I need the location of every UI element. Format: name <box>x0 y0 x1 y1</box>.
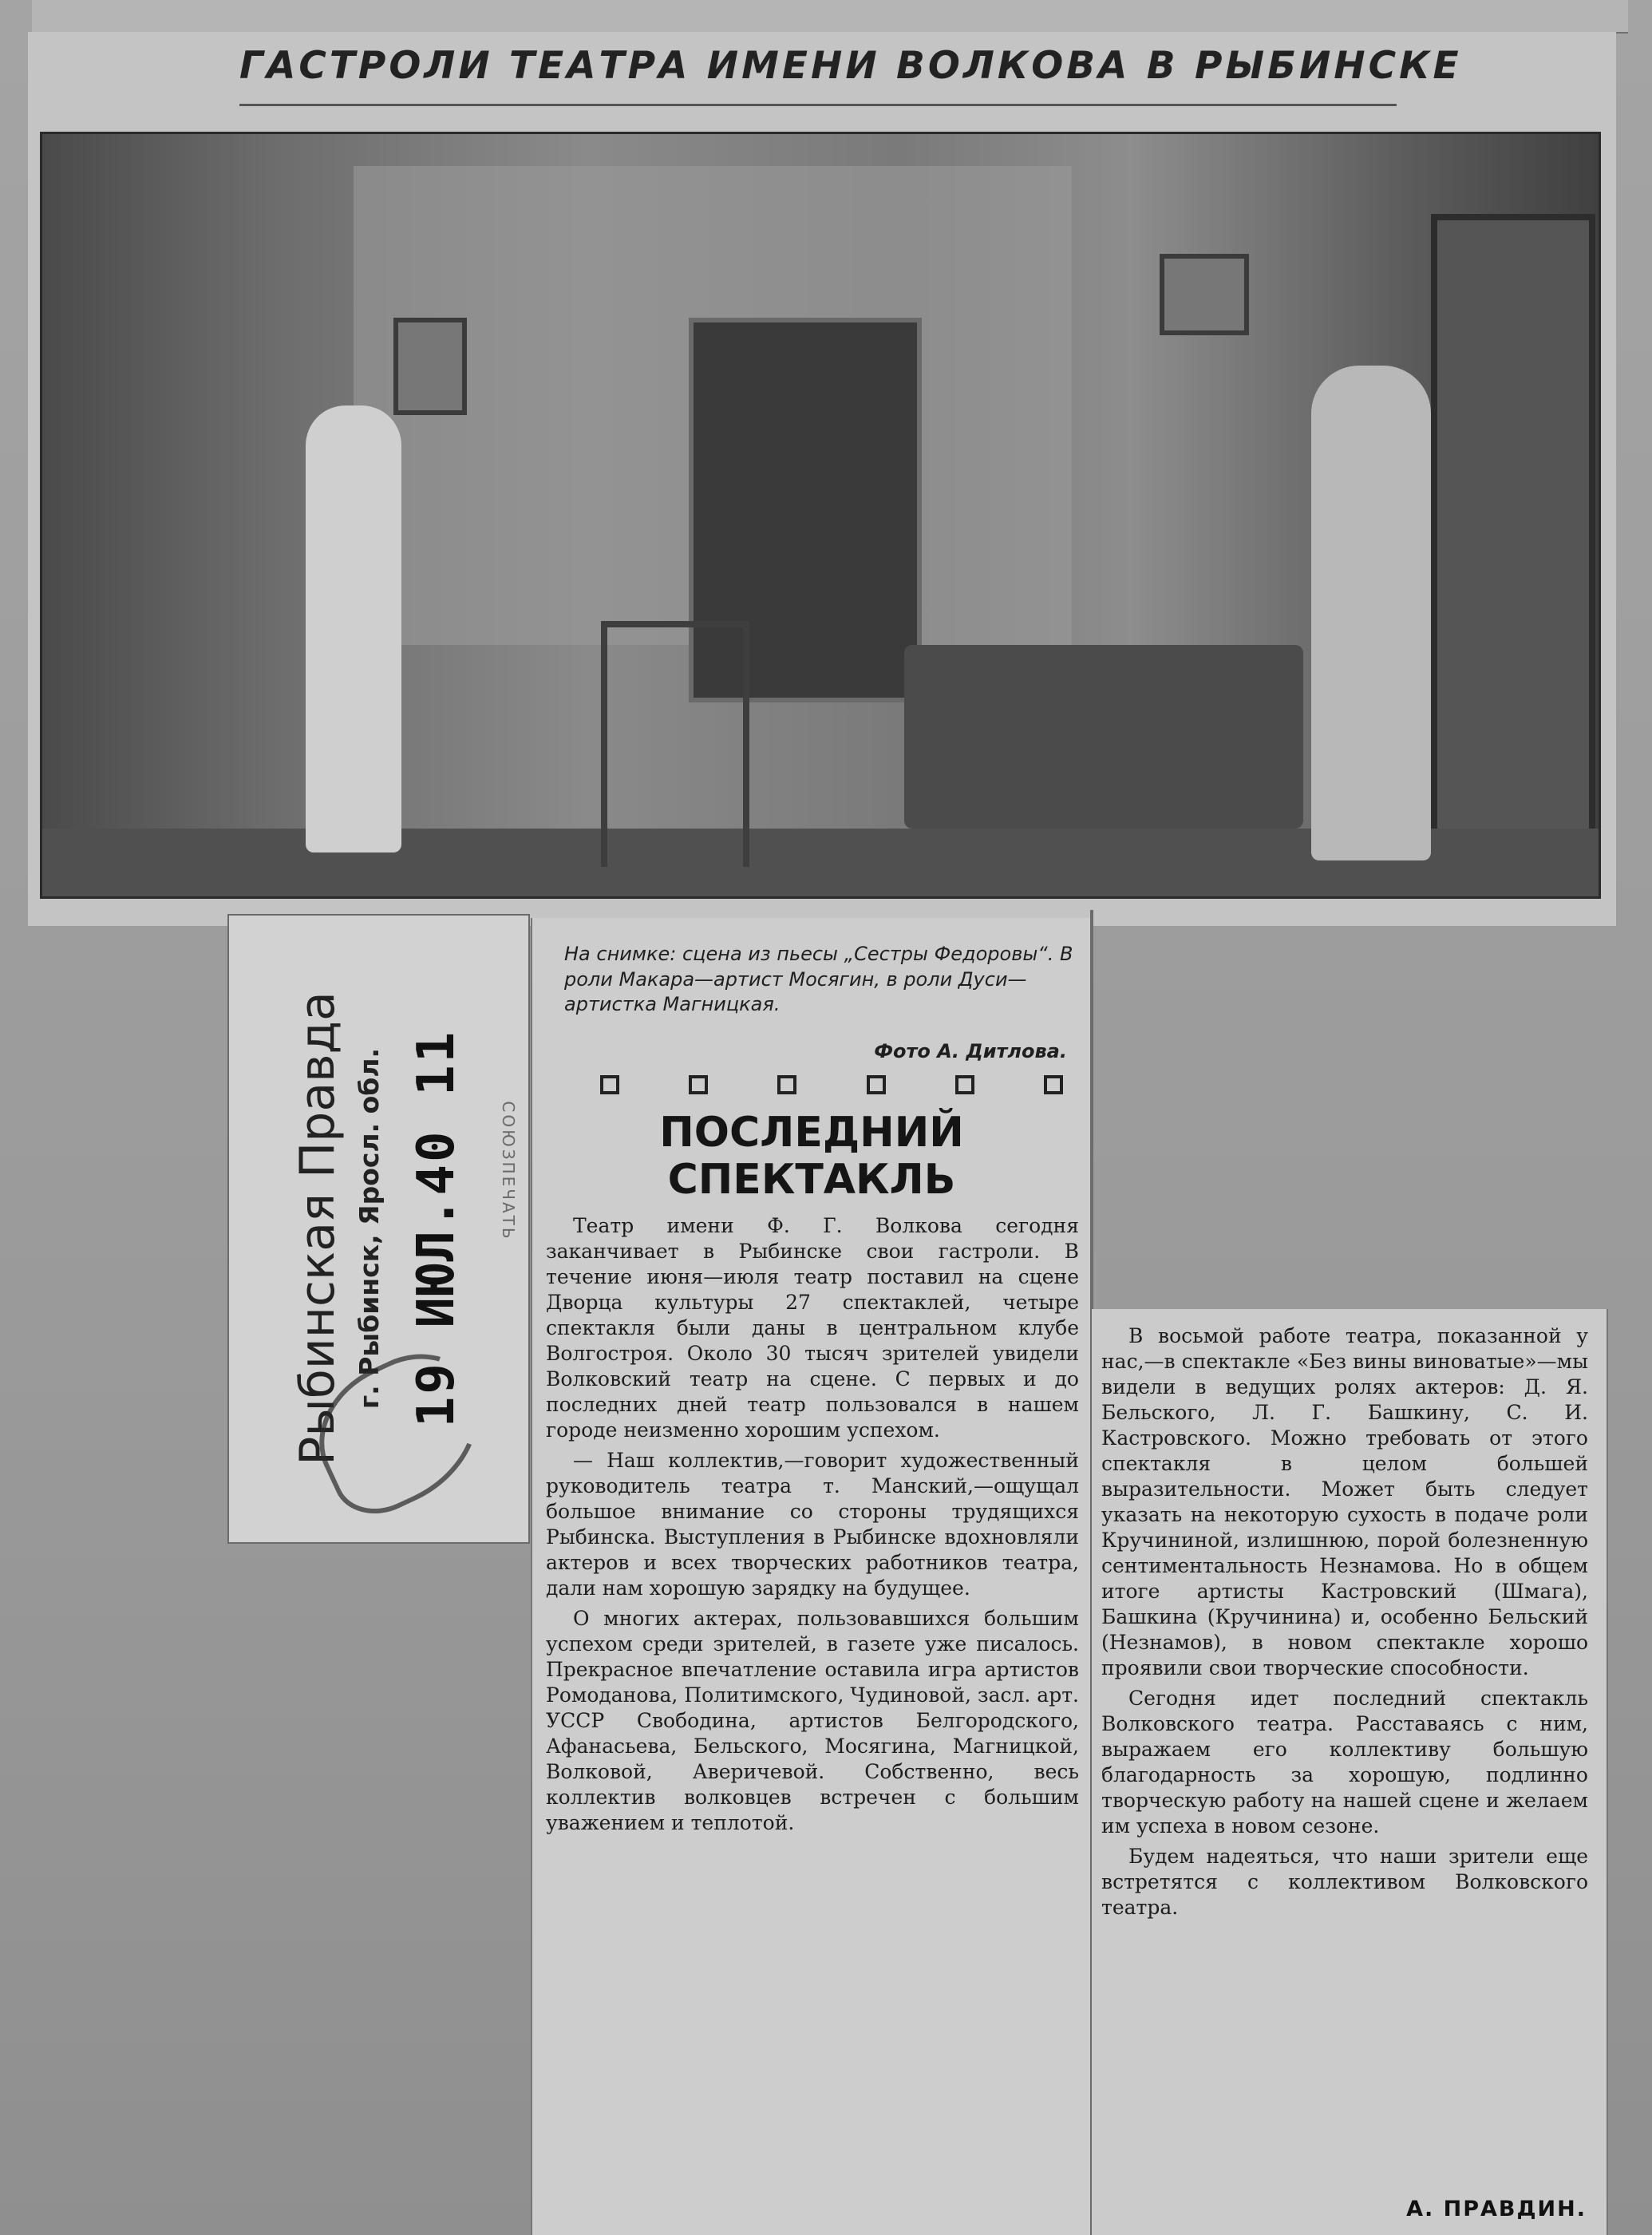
photo-sofa <box>904 645 1303 829</box>
article-title-line1: ПОСЛЕДНИЙ <box>659 1109 964 1157</box>
stamp-side-tag-text: СОЮЗПЕЧАТЬ <box>499 1101 518 1241</box>
newspaper-stamp <box>227 914 530 1544</box>
ornament-square <box>689 1075 708 1094</box>
stamp-place: г. Рыбинск, Яросл. обл. <box>353 1047 385 1410</box>
author-signature: А. ПРАВДИН. <box>1406 2197 1587 2221</box>
article-body-right <box>1101 1323 1588 1925</box>
photo-picture-frame-right <box>1160 254 1249 335</box>
ornament-square <box>955 1075 974 1094</box>
article-column-left <box>531 918 1093 2235</box>
photo-caption: На снимке: сцена из пьесы „Сестры Федоровы“. В роли Макара—артист Мосягин, в роли Дуси—артистка Магницкая. <box>564 943 1073 1016</box>
photo-picture-frame-left <box>393 318 467 415</box>
article-paragraph: — Наш коллектив,—говорит художественный руководитель театра т. Манский,—ощущал большое внимание со стороны трудящихся Рыбинска. Выступления в Рыбинске вдохновляли актеров и всех творческих работников театра, дали нам хорошую зарядку на будущее. <box>546 1449 1079 1600</box>
photo-window <box>1431 214 1595 865</box>
stamp-newspaper-name: Рыбинская Правда <box>289 991 346 1466</box>
article-paragraph: Будем надеяться, что наши зрители еще встретятся с коллективом Волковского театра. <box>1101 1845 1588 1919</box>
article-title-line2: СПЕКТАКЛЬ <box>667 1156 956 1205</box>
stamp-date: 19 ИЮЛ.40 11 <box>406 1029 466 1428</box>
ornament-square <box>600 1075 619 1094</box>
article-paragraph: О многих актерах, пользовавшихся большим успехом среди зрителей, в газете уже писалось. Прекрасное впечатление оставила игра артистов Ромоданова, Политимского, Чудиновой, засл. арт. УССР Свободина, артистов Белгородского, Афанасьева, Бельского, Мосягина, Магницкой, Волковой, Аверичевой. Собственно, весь коллектив волковцев встречен с большим уважением и теплотой. <box>546 1607 1079 1834</box>
article-paragraph: В восьмой работе театра, показанной у нас,—в спектакле «Без вины виноватые»—мы видели в ведущих ролях актеров: Д. Я. Бельского, Л. Г. Башкину, С. И. Кастровского. Можно требовать от этого спектакля в целом большей выразительности. Может быть следует указать на некоторую сухость в подаче роли Кручининой, излишнюю, порой болезненную сентиментальность Незнамова. Но в общем итоге артисты Кастровский (Шмага), Башкина (Кручинина) и, особенно Бельский (Незнамов), в новом спектакле хорошо проявили свои творческие способности. <box>1101 1324 1588 1679</box>
banner-headline: ГАСТРОЛИ ТЕАТРА ИМЕНИ ВОЛКОВА В РЫБИНСКЕ <box>239 44 1397 106</box>
ornament-square <box>777 1075 796 1094</box>
stamp-side-tag <box>496 932 520 1410</box>
ornament-square <box>1044 1075 1063 1094</box>
article-body-left <box>546 1213 1079 1841</box>
photo-chair <box>601 621 749 867</box>
article-column-right <box>1092 1309 1608 2235</box>
ornament-square <box>867 1075 886 1094</box>
article-title <box>580 1110 1043 1205</box>
ornament-row <box>600 1075 1063 1099</box>
photo-actor-makar <box>306 405 401 852</box>
article-paragraph: Театр имени Ф. Г. Волкова сегодня заканчивает в Рыбинске свои гастроли. В течение июня—июля театр поставил на сцене Дворца культуры 27 спектаклей, четыре спектакля были даны в центральном клубе Волгостроя. Около 30 тысяч зрителей увидели Волковский театр на сцене. С первых и до последних дней театр пользовался в нашем городе неизменно хорошим успехом. <box>546 1214 1079 1442</box>
photo-actress-dusya <box>1311 366 1431 860</box>
stage-scene-photo <box>40 132 1601 899</box>
article-paragraph: Сегодня идет последний спектакль Волковского театра. Расставаясь с ним, выражаем его коллективу большую благодарность за хорошую, подлинно творческую работу на нашей сцене и желаем им успеха в новом сезоне. <box>1101 1687 1588 1837</box>
top-clipping-edge <box>32 0 1628 34</box>
photo-credit: Фото А. Дитлова. <box>874 1040 1067 1062</box>
